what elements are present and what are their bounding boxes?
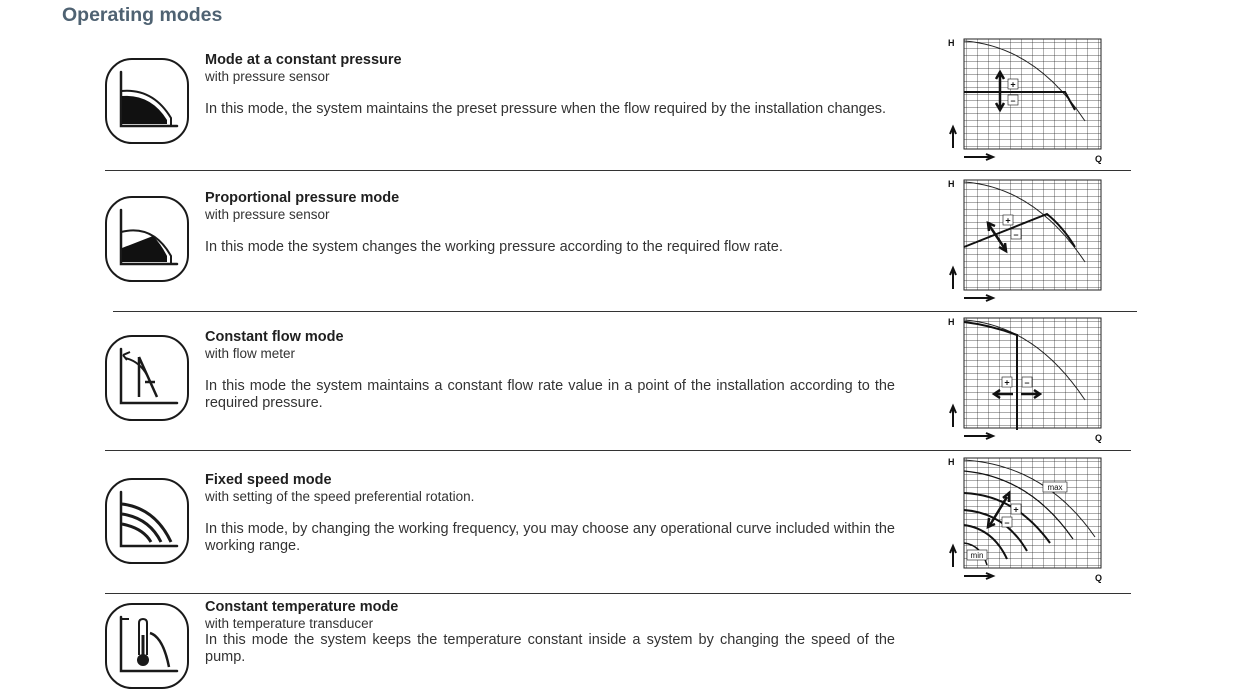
min-curve-label: min — [970, 551, 984, 560]
h-axis-label: H — [948, 317, 955, 327]
mode-subtitle: with setting of the speed preferential rotation. — [205, 489, 475, 504]
mode-constant-flow — [0, 317, 1236, 447]
q-axis-label: Q — [1095, 573, 1103, 583]
mode-description: In this mode the system changes the working pressure according to the required flow rate. — [205, 239, 783, 255]
mode-subtitle: with pressure sensor — [205, 207, 330, 222]
q-axis-label: Q — [1095, 433, 1103, 443]
plus-label: + — [1013, 504, 1019, 515]
page-title: Operating modes — [62, 4, 223, 26]
mode-title: Mode at a constant pressure — [205, 52, 402, 68]
max-curve-label: max — [1047, 483, 1063, 492]
mode-description: In this mode the system keeps the temperature constant inside a system by changing the speed of the pump. — [205, 632, 895, 665]
minus-label: – — [1024, 377, 1030, 388]
mode-description: In this mode, by changing the working frequency, you may choose any operational curve included within the working range. — [205, 521, 895, 554]
h-axis-label: H — [948, 179, 955, 189]
mode-subtitle: with pressure sensor — [205, 69, 330, 84]
fixed-speed-chart — [945, 455, 1110, 585]
constant-flow-chart — [945, 315, 1110, 445]
thermometer-icon — [105, 603, 189, 689]
minus-label: – — [1010, 95, 1016, 106]
proportional-pressure-icon — [105, 196, 189, 282]
h-axis-label: H — [948, 457, 955, 467]
proportional-pressure-chart — [945, 177, 1110, 307]
mode-constant-pressure — [0, 38, 1236, 170]
mode-description: In this mode, the system maintains the preset pressure when the flow required by the installation changes. — [205, 101, 887, 117]
plus-label: + — [1010, 79, 1016, 90]
mode-proportional-pressure — [0, 179, 1236, 308]
plus-label: + — [1005, 215, 1011, 226]
h-axis-label: H — [948, 38, 955, 48]
mode-title: Constant flow mode — [205, 329, 344, 345]
mode-subtitle: with temperature transducer — [205, 616, 374, 631]
q-axis-label: Q — [1095, 154, 1103, 164]
divider — [105, 450, 1131, 451]
constant-pressure-icon — [105, 58, 189, 144]
mode-fixed-speed — [0, 457, 1236, 590]
plus-label: + — [1004, 377, 1010, 388]
divider — [105, 593, 1131, 594]
divider — [113, 311, 1137, 312]
mode-title: Proportional pressure mode — [205, 190, 400, 206]
mode-constant-temperature — [0, 599, 1236, 691]
mode-title: Constant temperature mode — [205, 599, 399, 615]
constant-flow-icon — [105, 335, 189, 421]
mode-title: Fixed speed mode — [205, 472, 332, 488]
divider — [105, 170, 1131, 171]
minus-label: – — [1004, 517, 1010, 528]
minus-label: – — [1013, 229, 1019, 240]
mode-subtitle: with flow meter — [205, 346, 296, 361]
fixed-speed-icon — [105, 478, 189, 564]
mode-description: In this mode the system maintains a constant flow rate value in a point of the installation according to the required pressure. — [205, 378, 895, 411]
constant-pressure-chart — [945, 36, 1110, 166]
